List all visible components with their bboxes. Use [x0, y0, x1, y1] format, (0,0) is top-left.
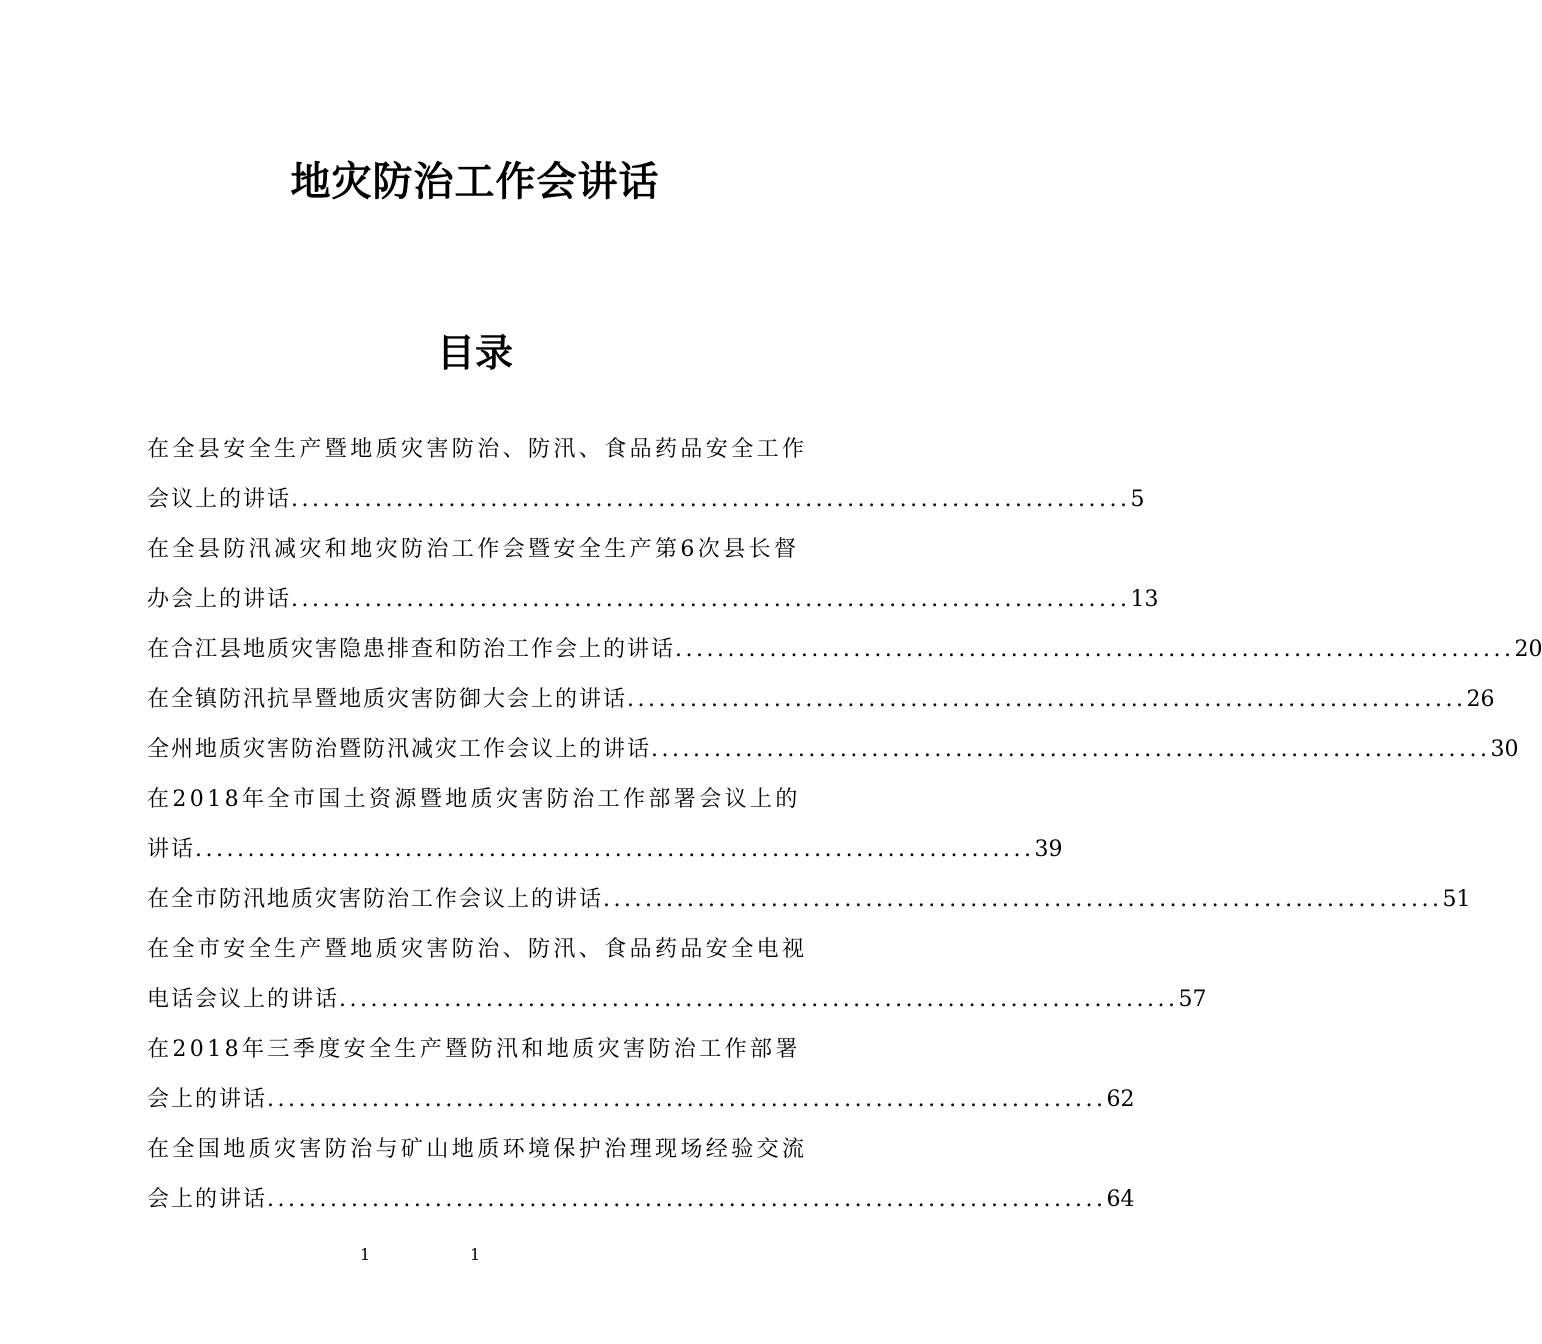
toc-entry-text: 在2018年三季度安全生产暨防汛和地质灾害防治工作部署	[147, 1037, 801, 1062]
toc-entry[interactable]	[147, 925, 1207, 1025]
toc-dot-leader: ................................................................................	[603, 887, 1443, 912]
toc-page-number: 26	[1466, 687, 1495, 712]
toc-entry[interactable]	[147, 675, 1495, 725]
toc-entry-line	[147, 525, 807, 575]
toc-dot-leader: ................................................................................	[291, 487, 1131, 512]
toc-entry-line	[147, 1025, 807, 1075]
toc-dot-leader: ................................................................................	[627, 687, 1467, 712]
toc-entry-last-line	[147, 1175, 1135, 1225]
toc-page-number: 30	[1490, 737, 1519, 762]
toc-dot-leader: ................................................................................	[195, 837, 1035, 862]
toc-entry[interactable]	[147, 775, 1063, 875]
toc-entry-text: 会上的讲话	[147, 1087, 268, 1112]
toc-entry-line	[147, 775, 807, 825]
toc-entry-text: 在全市安全生产暨地质灾害防治、防汛、食品药品安全电视	[147, 937, 808, 962]
footer-page-number-left: 1	[360, 1245, 371, 1264]
toc-entry-last-line	[147, 825, 1063, 875]
toc-page-number: 13	[1130, 587, 1159, 612]
toc-dot-leader: ................................................................................	[267, 1087, 1107, 1112]
toc-entry-line	[147, 425, 807, 475]
toc-entry-text: 会议上的讲话	[147, 487, 292, 512]
toc-entry-text: 办会上的讲话	[147, 587, 292, 612]
document-title: 地灾防治工作会讲话	[290, 158, 660, 205]
toc-entry-last-line	[147, 1075, 1135, 1125]
toc-entry-text: 在全镇防汛抗旱暨地质灾害防御大会上的讲话	[147, 687, 628, 712]
toc-entry[interactable]	[147, 625, 1542, 675]
toc-entry-last-line	[147, 875, 1471, 925]
toc-dot-leader: ................................................................................	[291, 587, 1131, 612]
toc-entry-last-line	[147, 475, 1145, 525]
toc-entry-text: 会上的讲话	[147, 1187, 268, 1212]
toc-heading: 目录	[436, 330, 513, 375]
toc-entry-text: 全州地质灾害防治暨防汛减灾工作会议上的讲话	[147, 737, 652, 762]
toc-page-number: 57	[1178, 987, 1207, 1012]
table-of-contents	[147, 425, 1542, 1225]
toc-entry-text: 在合江县地质灾害隐患排查和防治工作会上的讲话	[147, 637, 676, 662]
toc-page-number: 62	[1106, 1087, 1135, 1112]
toc-entry-last-line	[147, 675, 1495, 725]
toc-entry[interactable]	[147, 875, 1471, 925]
toc-page-number: 39	[1034, 837, 1063, 862]
toc-entry[interactable]	[147, 525, 1159, 625]
toc-entry-line	[147, 925, 807, 975]
toc-entry-last-line	[147, 725, 1519, 775]
toc-entry[interactable]	[147, 425, 1145, 525]
toc-entry-text: 在全国地质灾害防治与矿山地质环境保护治理现场经验交流	[147, 1137, 808, 1162]
toc-page-number: 64	[1106, 1187, 1135, 1212]
toc-entry-text: 讲话	[147, 837, 196, 862]
toc-dot-leader: ................................................................................	[675, 637, 1515, 662]
toc-entry-text: 在2018年全市国土资源暨地质灾害防治工作部署会议上的	[147, 787, 801, 812]
toc-dot-leader: ................................................................................	[339, 987, 1179, 1012]
toc-entry-line	[147, 1125, 807, 1175]
toc-entry[interactable]	[147, 1025, 1135, 1125]
toc-entry-text: 电话会议上的讲话	[147, 987, 340, 1012]
toc-entry-text: 在全县安全生产暨地质灾害防治、防汛、食品药品安全工作	[147, 437, 808, 462]
toc-dot-leader: ................................................................................	[651, 737, 1491, 762]
toc-dot-leader: ................................................................................	[267, 1187, 1107, 1212]
toc-entry-text: 在全市防汛地质灾害防治工作会议上的讲话	[147, 887, 604, 912]
toc-entry[interactable]	[147, 725, 1519, 775]
toc-entry-last-line	[147, 975, 1207, 1025]
toc-page-number: 5	[1130, 487, 1145, 512]
toc-page-number: 20	[1514, 637, 1542, 662]
toc-page-number: 51	[1442, 887, 1471, 912]
footer-page-number-right: 1	[470, 1245, 481, 1264]
toc-entry-text: 在全县防汛减灾和地灾防治工作会暨安全生产第6次县长督	[147, 537, 800, 562]
toc-entry-last-line	[147, 575, 1159, 625]
toc-entry-last-line	[147, 625, 1542, 675]
toc-entry[interactable]	[147, 1125, 1135, 1225]
